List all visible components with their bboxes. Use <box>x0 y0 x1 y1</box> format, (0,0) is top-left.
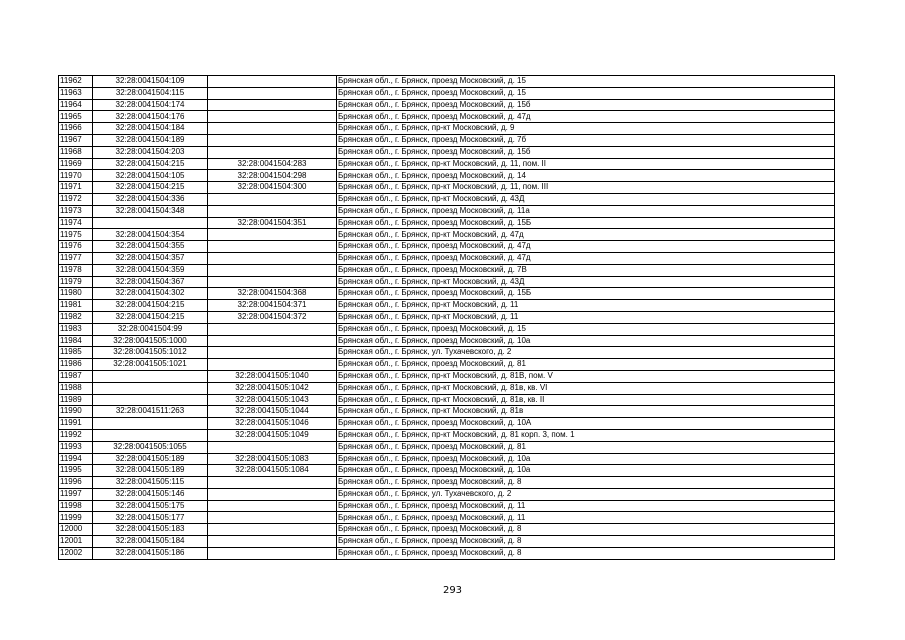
object-cadastral-number-cell: 32:28:0041505:1042 <box>208 382 337 394</box>
row-number-cell: 11982 <box>59 311 93 323</box>
object-cadastral-number-cell: 32:28:0041504:372 <box>208 311 337 323</box>
table-row <box>59 182 835 194</box>
address-cell: Брянская обл., г. Брянск, пр-кт Московский, д. 81в, кв. II <box>337 394 835 406</box>
table-row <box>59 241 835 253</box>
address-cell: Брянская обл., г. Брянск, проезд Московский, д. 15б <box>337 99 835 111</box>
row-number-cell: 11997 <box>59 488 93 500</box>
address-cell: Брянская обл., г. Брянск, проезд Московский, д. 81 <box>337 359 835 371</box>
cadastral-number-cell: 32:28:0041504:99 <box>93 323 208 335</box>
cadastral-number-cell: 32:28:0041504:115 <box>93 87 208 99</box>
row-number-cell: 11973 <box>59 205 93 217</box>
object-cadastral-number-cell <box>208 524 337 536</box>
table-row <box>59 547 835 559</box>
address-cell: Брянская обл., г. Брянск, пр-кт Московский, д. 9 <box>337 123 835 135</box>
table-row <box>59 406 835 418</box>
cadastral-number-cell: 32:28:0041504:354 <box>93 229 208 241</box>
row-number-cell: 11994 <box>59 453 93 465</box>
cadastral-number-cell: 32:28:0041504:105 <box>93 170 208 182</box>
table-row <box>59 99 835 111</box>
row-number-cell: 11991 <box>59 418 93 430</box>
object-cadastral-number-cell <box>208 252 337 264</box>
table-row <box>59 288 835 300</box>
address-cell: Брянская обл., г. Брянск, проезд Московский, д. 15 <box>337 87 835 99</box>
table-row <box>59 323 835 335</box>
object-cadastral-number-cell: 32:28:0041505:1049 <box>208 429 337 441</box>
table-row <box>59 300 835 312</box>
object-cadastral-number-cell <box>208 536 337 548</box>
object-cadastral-number-cell: 32:28:0041505:1046 <box>208 418 337 430</box>
row-number-cell: 11975 <box>59 229 93 241</box>
address-cell: Брянская обл., г. Брянск, проезд Московский, д. 11 <box>337 512 835 524</box>
table-row <box>59 252 835 264</box>
row-number-cell: 11981 <box>59 300 93 312</box>
table-row <box>59 229 835 241</box>
cadastral-number-cell: 32:28:0041505:1055 <box>93 441 208 453</box>
address-cell: Брянская обл., г. Брянск, проезд Московский, д. 47д <box>337 252 835 264</box>
row-number-cell: 11996 <box>59 477 93 489</box>
cadastral-number-cell <box>93 382 208 394</box>
row-number-cell: 11977 <box>59 252 93 264</box>
table-row <box>59 134 835 146</box>
row-number-cell: 11986 <box>59 359 93 371</box>
row-number-cell: 11985 <box>59 347 93 359</box>
address-cell: Брянская обл., г. Брянск, проезд Московский, д. 15Б <box>337 217 835 229</box>
object-cadastral-number-cell <box>208 323 337 335</box>
address-cell: Брянская обл., г. Брянск, проезд Московский, д. 81 <box>337 441 835 453</box>
address-cell: Брянская обл., г. Брянск, пр-кт Московский, д. 11, пом. III <box>337 182 835 194</box>
object-cadastral-number-cell: 32:28:0041504:300 <box>208 182 337 194</box>
row-number-cell: 11968 <box>59 146 93 158</box>
table-row <box>59 429 835 441</box>
object-cadastral-number-cell <box>208 488 337 500</box>
cadastral-number-cell: 32:28:0041504:215 <box>93 182 208 194</box>
row-number-cell: 11992 <box>59 429 93 441</box>
cadastral-number-cell: 32:28:0041504:367 <box>93 276 208 288</box>
property-registry-table <box>58 75 835 560</box>
table-row <box>59 276 835 288</box>
cadastral-number-cell: 32:28:0041504:359 <box>93 264 208 276</box>
address-cell: Брянская обл., г. Брянск, проезд Московский, д. 8 <box>337 524 835 536</box>
cadastral-number-cell <box>93 418 208 430</box>
table-row <box>59 382 835 394</box>
object-cadastral-number-cell <box>208 512 337 524</box>
page-number: 293 <box>442 585 463 596</box>
object-cadastral-number-cell <box>208 441 337 453</box>
object-cadastral-number-cell: 32:28:0041505:1044 <box>208 406 337 418</box>
table-row <box>59 158 835 170</box>
row-number-cell: 11971 <box>59 182 93 194</box>
object-cadastral-number-cell: 32:28:0041504:368 <box>208 288 337 300</box>
table-row <box>59 359 835 371</box>
table-row <box>59 217 835 229</box>
cadastral-number-cell: 32:28:0041504:302 <box>93 288 208 300</box>
row-number-cell: 11974 <box>59 217 93 229</box>
cadastral-number-cell: 32:28:0041504:215 <box>93 300 208 312</box>
row-number-cell: 11979 <box>59 276 93 288</box>
object-cadastral-number-cell <box>208 276 337 288</box>
object-cadastral-number-cell <box>208 87 337 99</box>
table-row <box>59 311 835 323</box>
address-cell: Брянская обл., г. Брянск, проезд Московский, д. 47д <box>337 111 835 123</box>
address-cell: Брянская обл., г. Брянск, проезд Московский, д. 11а <box>337 205 835 217</box>
cadastral-number-cell: 32:28:0041505:177 <box>93 512 208 524</box>
object-cadastral-number-cell <box>208 359 337 371</box>
cadastral-number-cell: 32:28:0041505:184 <box>93 536 208 548</box>
table-row <box>59 394 835 406</box>
object-cadastral-number-cell <box>208 76 337 88</box>
address-cell: Брянская обл., г. Брянск, пр-кт Московский, д. 47д <box>337 229 835 241</box>
table-row <box>59 536 835 548</box>
cadastral-number-cell: 32:28:0041505:189 <box>93 453 208 465</box>
cadastral-number-cell: 32:28:0041505:1021 <box>93 359 208 371</box>
object-cadastral-number-cell <box>208 134 337 146</box>
row-number-cell: 11962 <box>59 76 93 88</box>
row-number-cell: 11972 <box>59 193 93 205</box>
row-number-cell: 11963 <box>59 87 93 99</box>
cadastral-number-cell: 32:28:0041504:355 <box>93 241 208 253</box>
table-row <box>59 205 835 217</box>
table-row <box>59 347 835 359</box>
object-cadastral-number-cell: 32:28:0041505:1083 <box>208 453 337 465</box>
address-cell: Брянская обл., г. Брянск, пр-кт Московский, д. 81В, пом. V <box>337 370 835 382</box>
object-cadastral-number-cell <box>208 547 337 559</box>
object-cadastral-number-cell: 32:28:0041504:298 <box>208 170 337 182</box>
table-row <box>59 111 835 123</box>
row-number-cell: 11978 <box>59 264 93 276</box>
cadastral-number-cell: 32:28:0041504:215 <box>93 311 208 323</box>
cadastral-number-cell: 32:28:0041505:186 <box>93 547 208 559</box>
cadastral-number-cell: 32:28:0041505:1012 <box>93 347 208 359</box>
address-cell: Брянская обл., г. Брянск, проезд Московский, д. 8 <box>337 547 835 559</box>
address-cell: Брянская обл., г. Брянск, проезд Московский, д. 15 <box>337 76 835 88</box>
table-row <box>59 453 835 465</box>
object-cadastral-number-cell: 32:28:0041505:1040 <box>208 370 337 382</box>
address-cell: Брянская обл., г. Брянск, проезд Московский, д. 10А <box>337 418 835 430</box>
row-number-cell: 11983 <box>59 323 93 335</box>
row-number-cell: 11967 <box>59 134 93 146</box>
cadastral-number-cell <box>93 394 208 406</box>
row-number-cell: 12000 <box>59 524 93 536</box>
registry-table-body <box>59 76 835 560</box>
object-cadastral-number-cell: 32:28:0041504:351 <box>208 217 337 229</box>
row-number-cell: 11988 <box>59 382 93 394</box>
cadastral-number-cell: 32:28:0041504:176 <box>93 111 208 123</box>
address-cell: Брянская обл., г. Брянск, проезд Московский, д. 8 <box>337 477 835 489</box>
row-number-cell: 11995 <box>59 465 93 477</box>
cadastral-number-cell: 32:28:0041511:263 <box>93 406 208 418</box>
table-row <box>59 488 835 500</box>
address-cell: Брянская обл., г. Брянск, пр-кт Московский, д. 43Д <box>337 276 835 288</box>
object-cadastral-number-cell <box>208 205 337 217</box>
address-cell: Брянская обл., г. Брянск, проезд Московский, д. 14 <box>337 170 835 182</box>
table-row <box>59 465 835 477</box>
row-number-cell: 11966 <box>59 123 93 135</box>
row-number-cell: 12002 <box>59 547 93 559</box>
address-cell: Брянская обл., г. Брянск, проезд Московский, д. 10а <box>337 453 835 465</box>
row-number-cell: 11976 <box>59 241 93 253</box>
address-cell: Брянская обл., г. Брянск, проезд Московский, д. 11 <box>337 500 835 512</box>
table-row <box>59 87 835 99</box>
row-number-cell: 11965 <box>59 111 93 123</box>
table-row <box>59 264 835 276</box>
table-row <box>59 500 835 512</box>
table-row <box>59 193 835 205</box>
cadastral-number-cell: 32:28:0041505:183 <box>93 524 208 536</box>
table-row <box>59 146 835 158</box>
cadastral-number-cell: 32:28:0041505:175 <box>93 500 208 512</box>
address-cell: Брянская обл., г. Брянск, проезд Московский, д. 7В <box>337 264 835 276</box>
row-number-cell: 11990 <box>59 406 93 418</box>
object-cadastral-number-cell <box>208 146 337 158</box>
cadastral-number-cell: 32:28:0041505:146 <box>93 488 208 500</box>
cadastral-number-cell: 32:28:0041505:115 <box>93 477 208 489</box>
address-cell: Брянская обл., г. Брянск, проезд Московский, д. 10а <box>337 465 835 477</box>
table-row <box>59 418 835 430</box>
table-row <box>59 123 835 135</box>
object-cadastral-number-cell: 32:28:0041505:1084 <box>208 465 337 477</box>
table-row <box>59 370 835 382</box>
address-cell: Брянская обл., г. Брянск, пр-кт Московский, д. 11 <box>337 311 835 323</box>
row-number-cell: 11964 <box>59 99 93 111</box>
table-row <box>59 524 835 536</box>
address-cell: Брянская обл., г. Брянск, пр-кт Московский, д. 81в, кв. VI <box>337 382 835 394</box>
table-row <box>59 441 835 453</box>
address-cell: Брянская обл., г. Брянск, проезд Московский, д. 8 <box>337 536 835 548</box>
object-cadastral-number-cell <box>208 229 337 241</box>
table-row <box>59 512 835 524</box>
cadastral-number-cell: 32:28:0041504:184 <box>93 123 208 135</box>
row-number-cell: 11998 <box>59 500 93 512</box>
cadastral-number-cell: 32:28:0041504:357 <box>93 252 208 264</box>
cadastral-number-cell: 32:28:0041504:189 <box>93 134 208 146</box>
cadastral-number-cell: 32:28:0041505:1000 <box>93 335 208 347</box>
object-cadastral-number-cell: 32:28:0041505:1043 <box>208 394 337 406</box>
cadastral-number-cell: 32:28:0041504:215 <box>93 158 208 170</box>
object-cadastral-number-cell <box>208 193 337 205</box>
object-cadastral-number-cell <box>208 347 337 359</box>
object-cadastral-number-cell <box>208 111 337 123</box>
object-cadastral-number-cell <box>208 241 337 253</box>
address-cell: Брянская обл., г. Брянск, проезд Московский, д. 7б <box>337 134 835 146</box>
cadastral-number-cell: 32:28:0041504:203 <box>93 146 208 158</box>
address-cell: Брянская обл., г. Брянск, ул. Тухачевского, д. 2 <box>337 488 835 500</box>
row-number-cell: 11970 <box>59 170 93 182</box>
object-cadastral-number-cell <box>208 477 337 489</box>
row-number-cell: 11999 <box>59 512 93 524</box>
object-cadastral-number-cell: 32:28:0041504:283 <box>208 158 337 170</box>
row-number-cell: 11984 <box>59 335 93 347</box>
object-cadastral-number-cell <box>208 264 337 276</box>
row-number-cell: 11993 <box>59 441 93 453</box>
cadastral-number-cell: 32:28:0041504:109 <box>93 76 208 88</box>
object-cadastral-number-cell <box>208 335 337 347</box>
address-cell: Брянская обл., г. Брянск, проезд Московский, д. 15Б <box>337 288 835 300</box>
row-number-cell: 12001 <box>59 536 93 548</box>
object-cadastral-number-cell <box>208 500 337 512</box>
cadastral-number-cell <box>93 217 208 229</box>
cadastral-number-cell: 32:28:0041505:189 <box>93 465 208 477</box>
table-row <box>59 76 835 88</box>
row-number-cell: 11969 <box>59 158 93 170</box>
row-number-cell: 11989 <box>59 394 93 406</box>
address-cell: Брянская обл., г. Брянск, пр-кт Московский, д. 11 <box>337 300 835 312</box>
object-cadastral-number-cell: 32:28:0041504:371 <box>208 300 337 312</box>
address-cell: Брянская обл., г. Брянск, проезд Московский, д. 15 <box>337 323 835 335</box>
table-row <box>59 335 835 347</box>
address-cell: Брянская обл., г. Брянск, пр-кт Московский, д. 81 корп. 3, пом. 1 <box>337 429 835 441</box>
address-cell: Брянская обл., г. Брянск, проезд Московский, д. 10а <box>337 335 835 347</box>
address-cell: Брянская обл., г. Брянск, проезд Московский, д. 47д <box>337 241 835 253</box>
address-cell: Брянская обл., г. Брянск, ул. Тухачевского, д. 2 <box>337 347 835 359</box>
table-row <box>59 170 835 182</box>
object-cadastral-number-cell <box>208 99 337 111</box>
address-cell: Брянская обл., г. Брянск, проезд Московский, д. 15б <box>337 146 835 158</box>
cadastral-number-cell: 32:28:0041504:336 <box>93 193 208 205</box>
cadastral-number-cell: 32:28:0041504:348 <box>93 205 208 217</box>
cadastral-number-cell <box>93 370 208 382</box>
cadastral-number-cell <box>93 429 208 441</box>
table-row <box>59 477 835 489</box>
address-cell: Брянская обл., г. Брянск, пр-кт Московский, д. 81в <box>337 406 835 418</box>
object-cadastral-number-cell <box>208 123 337 135</box>
cadastral-number-cell: 32:28:0041504:174 <box>93 99 208 111</box>
address-cell: Брянская обл., г. Брянск, пр-кт Московский, д. 43Д <box>337 193 835 205</box>
address-cell: Брянская обл., г. Брянск, пр-кт Московский, д. 11, пом. II <box>337 158 835 170</box>
row-number-cell: 11980 <box>59 288 93 300</box>
row-number-cell: 11987 <box>59 370 93 382</box>
